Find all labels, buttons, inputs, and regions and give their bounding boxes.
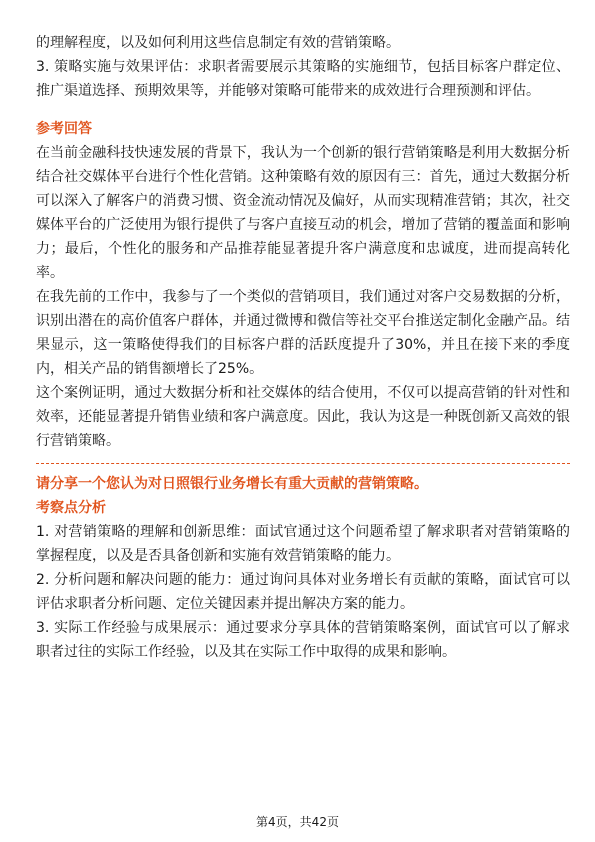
list-item-point-3: 3. 策略实施与效果评估：求职者需要展示其策略的实施细节，包括目标客户群定位、推广渠道选择、预期效果等，并能够对策略可能带来的成效进行合理预测和评估。 <box>36 59 570 99</box>
page-content <box>36 31 570 664</box>
analysis-point-2: 2. 分析问题和解决问题的能力：通过询问具体对业务增长有贡献的策略，面试官可以评估求职者分析问题、定位关键因素并提出解决方案的能力。 <box>36 572 570 612</box>
reference-answer-heading: 参考回答 <box>36 121 92 137</box>
reference-paragraph-2: 在我先前的工作中，我参与了一个类似的营销项目，我们通过对客户交易数据的分析，识别出潜在的高价值客户群体，并通过微博和微信等社交平台推送定制化金融产品。结果显示，这一策略使得我们的目标客户群的活跃度提升了30%，并且在接下来的季度内，相关产品的销售额增长了25%。 <box>36 289 570 377</box>
question-title: 请分享一个您认为对日照银行业务增长有重大贡献的营销策略。 <box>36 476 428 492</box>
paragraph-continuation: 的理解程度，以及如何利用这些信息制定有效的营销策略。 <box>36 35 400 51</box>
page-number: 第4页，共42页 <box>256 815 339 829</box>
reference-paragraph-1: 在当前金融科技快速发展的背景下，我认为一个创新的银行营销策略是利用大数据分析结合社交媒体平台进行个性化营销。这种策略有效的原因有三：首先，通过大数据分析可以深入了解客户的消费习惯、资金流动情况及偏好，从而实现精准营销；其次，社交媒体平台的广泛使用为银行提供了与客户直接互动的机会，增加了营销的覆盖面和影响力；最后，个性化的服务和产品推荐能显著提升客户满意度和忠诚度，进而提高转化率。 <box>36 145 570 281</box>
analysis-heading: 考察点分析 <box>36 500 106 516</box>
analysis-point-3: 3. 实际工作经验与成果展示：通过要求分享具体的营销策略案例，面试官可以了解求职者过往的实际工作经验，以及其在实际工作中取得的成果和影响。 <box>36 620 570 660</box>
analysis-point-1: 1. 对营销策略的理解和创新思维：面试官通过这个问题希望了解求职者对营销策略的掌握程度，以及是否具备创新和实施有效营销策略的能力。 <box>36 524 570 564</box>
section-divider <box>36 463 570 464</box>
reference-paragraph-3: 这个案例证明，通过大数据分析和社交媒体的结合使用，不仅可以提高营销的针对性和效率，还能显著提升销售业绩和客户满意度。因此，我认为这是一种既创新又高效的银行营销策略。 <box>36 385 570 449</box>
